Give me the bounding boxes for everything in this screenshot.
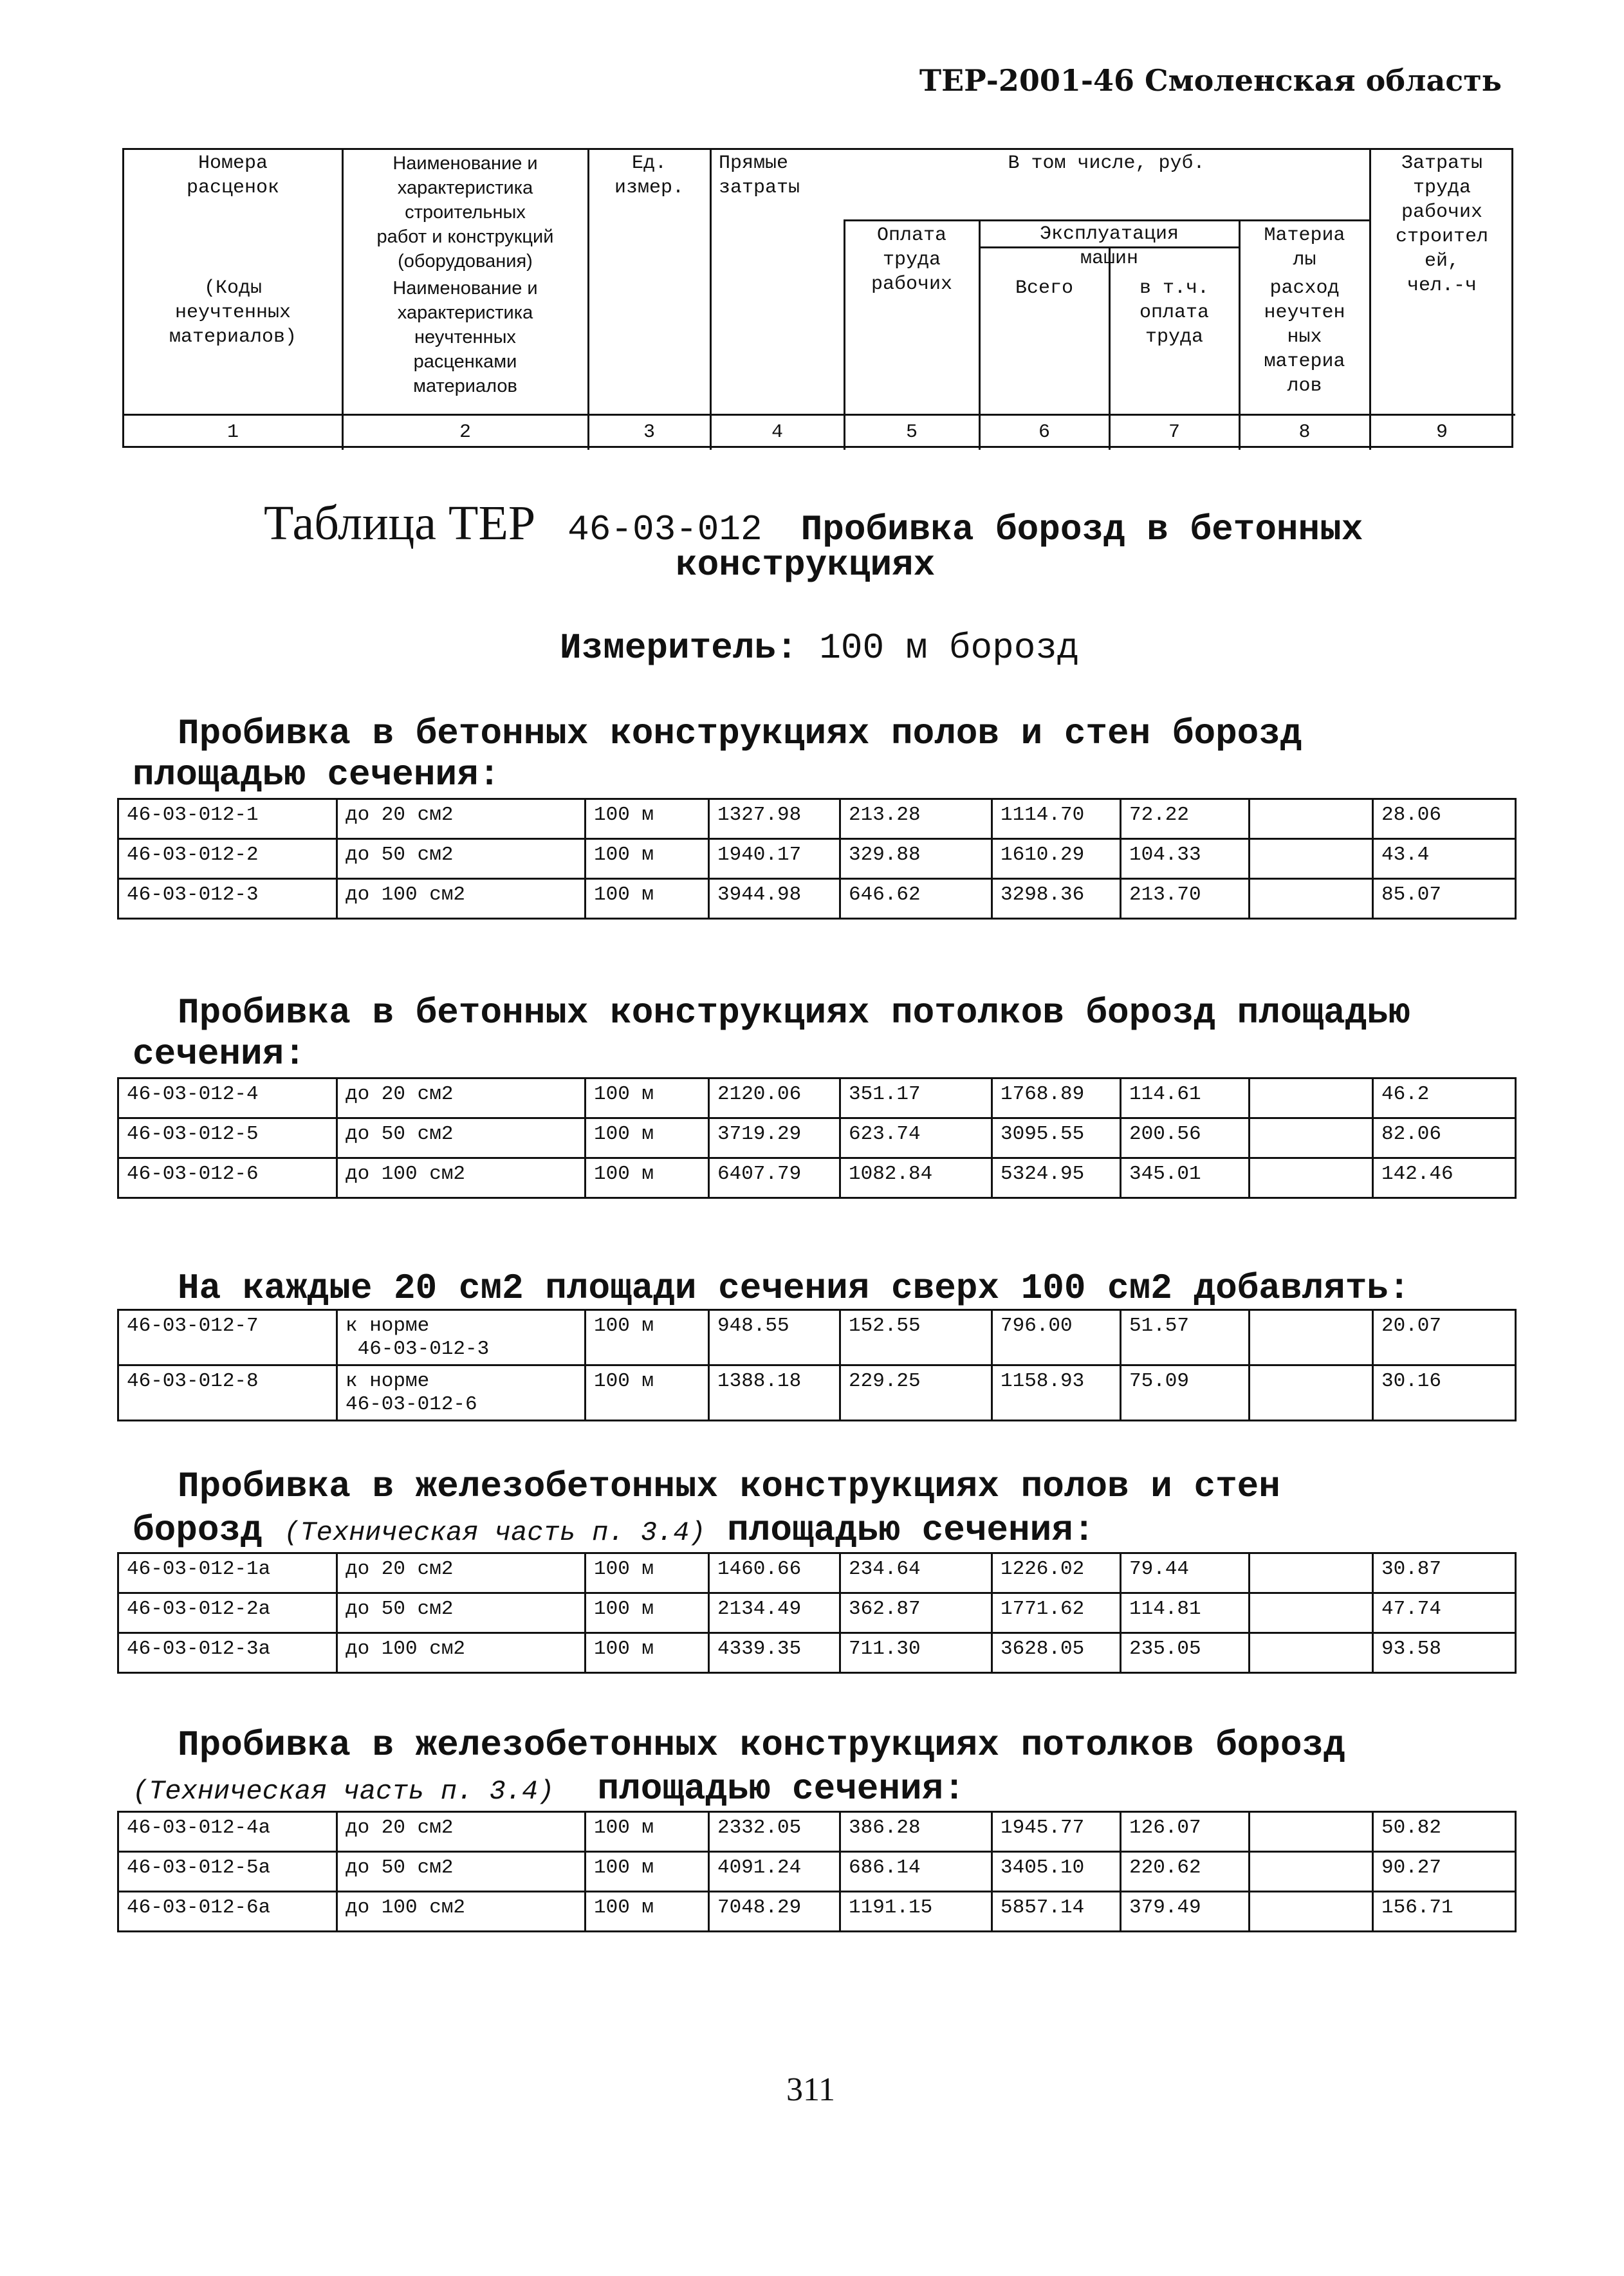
col7-head: в т.ч. оплата труда: [1139, 277, 1210, 348]
direct-cost-cell: 1460.66: [709, 1553, 840, 1593]
machine-labor-cost-cell: 126.07: [1121, 1812, 1250, 1852]
labor-cost-cell: 213.28: [840, 799, 992, 839]
col6-head: Всего: [1015, 277, 1073, 299]
labor-cost-cell: 362.87: [840, 1593, 992, 1633]
machine-cost-cell: 1771.62: [992, 1593, 1121, 1633]
materials-cost-cell: [1250, 1812, 1373, 1852]
direct-cost-cell: 4339.35: [709, 1633, 840, 1673]
column-header-table: [122, 148, 1513, 448]
unit-cell: 100 м: [586, 1852, 709, 1892]
machine-labor-cost-cell: 51.57: [1121, 1310, 1250, 1365]
labor-cost-cell: 711.30: [840, 1633, 992, 1673]
unit-cell: 100 м: [586, 1118, 709, 1158]
machine-labor-cost-cell: 114.81: [1121, 1593, 1250, 1633]
labor-hours-cell: 82.06: [1373, 1118, 1516, 1158]
labor-hours-cell: 20.07: [1373, 1310, 1516, 1365]
col-number: 7: [1168, 421, 1180, 443]
page-number: 311: [786, 2071, 836, 2108]
table-row: [118, 1078, 1516, 1118]
title-text: Пробивка борозд в бетонных: [800, 509, 1363, 550]
section-heading: (Техническая часть п. 3.4) площадью сечения:: [133, 1768, 965, 1809]
work-name-cell: к норме 46-03-012-3: [337, 1310, 586, 1365]
table-row: [118, 1553, 1516, 1593]
rates-table: [117, 1309, 1517, 1421]
machine-cost-cell: 1114.70: [992, 799, 1121, 839]
materials-cost-cell: [1250, 1365, 1373, 1421]
rate-code-cell: 46-03-012-4а: [118, 1812, 337, 1852]
unit-value: 100 м борозд: [819, 627, 1079, 669]
rates-table: [117, 1077, 1517, 1199]
work-name-cell: до 100 см2: [337, 1892, 586, 1932]
materials-cost-cell: [1250, 1158, 1373, 1198]
rates-table: [117, 798, 1517, 920]
work-name-cell: до 50 см2: [337, 839, 586, 879]
col2-bottom: Наименование и характеристика неучтенных расценками материалов: [392, 278, 538, 396]
materials-cost-cell: [1250, 1310, 1373, 1365]
machine-cost-cell: 1158.93: [992, 1365, 1121, 1421]
labor-cost-cell: 1082.84: [840, 1158, 992, 1198]
col-number: 8: [1298, 421, 1311, 443]
table-title: [264, 495, 1363, 551]
direct-cost-cell: 4091.24: [709, 1852, 840, 1892]
rate-code-cell: 46-03-012-1а: [118, 1553, 337, 1593]
work-name-cell: до 20 см2: [337, 799, 586, 839]
unit-line: [560, 627, 1079, 669]
unit-cell: 100 м: [586, 1892, 709, 1932]
machine-cost-cell: 1610.29: [992, 839, 1121, 879]
machine-cost-cell: 5857.14: [992, 1892, 1121, 1932]
machine-labor-cost-cell: 104.33: [1121, 839, 1250, 879]
title-word: Таблица ТЕР: [264, 496, 536, 550]
labor-hours-cell: 43.4: [1373, 839, 1516, 879]
table-row: [118, 799, 1516, 839]
direct-cost-cell: 2134.49: [709, 1593, 840, 1633]
unit-cell: 100 м: [586, 839, 709, 879]
labor-hours-cell: 85.07: [1373, 879, 1516, 919]
col2-top: Наименование и характеристика строительных работ и конструкций (оборудования): [376, 153, 554, 272]
rates-table: [117, 1552, 1517, 1674]
unit-cell: 100 м: [586, 799, 709, 839]
unit-cell: 100 м: [586, 1310, 709, 1365]
work-name-cell: к норме 46-03-012-6: [337, 1365, 586, 1421]
materials-cost-cell: [1250, 1078, 1373, 1118]
rate-code-cell: 46-03-012-5а: [118, 1852, 337, 1892]
table-row: [118, 879, 1516, 919]
labor-cost-cell: 152.55: [840, 1310, 992, 1365]
direct-cost-cell: 2120.06: [709, 1078, 840, 1118]
col-number: 2: [459, 421, 471, 443]
col-number: 4: [771, 421, 783, 443]
section-heading: Пробивка в железобетонных конструкциях потолков борозд: [178, 1725, 1345, 1766]
machine-cost-cell: 3628.05: [992, 1633, 1121, 1673]
work-name-cell: до 50 см2: [337, 1593, 586, 1633]
rate-code-cell: 46-03-012-2: [118, 839, 337, 879]
rate-code-cell: 46-03-012-2а: [118, 1593, 337, 1633]
materials-cost-cell: [1250, 1553, 1373, 1593]
technical-note: (Техническая часть п. 3.4): [133, 1776, 555, 1807]
section-heading: Пробивка в железобетонных конструкциях полов и стен: [178, 1466, 1280, 1507]
section-heading: сечения:: [133, 1033, 306, 1075]
group-label: В том числе, руб.: [1008, 153, 1205, 174]
technical-note: (Техническая часть п. 3.4): [284, 1517, 706, 1548]
direct-cost-cell: 3719.29: [709, 1118, 840, 1158]
materials-cost-cell: [1250, 1118, 1373, 1158]
materials-cost-cell: [1250, 799, 1373, 839]
rate-code-cell: 46-03-012-6: [118, 1158, 337, 1198]
rate-code-cell: 46-03-012-5: [118, 1118, 337, 1158]
work-name-cell: до 100 см2: [337, 879, 586, 919]
labor-cost-cell: 329.88: [840, 839, 992, 879]
work-name-cell: до 50 см2: [337, 1118, 586, 1158]
machine-labor-cost-cell: 379.49: [1121, 1892, 1250, 1932]
unit-cell: 100 м: [586, 1553, 709, 1593]
machines-head: Эксплуатация машин: [1039, 223, 1179, 270]
machine-labor-cost-cell: 75.09: [1121, 1365, 1250, 1421]
section-heading: площадью сечения:: [133, 754, 501, 795]
rate-code-cell: 46-03-012-4: [118, 1078, 337, 1118]
rate-code-cell: 46-03-012-3а: [118, 1633, 337, 1673]
labor-hours-cell: 47.74: [1373, 1593, 1516, 1633]
col1-bottom: (Коды неучтенных материалов): [169, 277, 297, 348]
section-heading: Пробивка в бетонных конструкциях полов и стен борозд: [178, 713, 1302, 754]
machine-labor-cost-cell: 345.01: [1121, 1158, 1250, 1198]
labor-hours-cell: 93.58: [1373, 1633, 1516, 1673]
col1-top: Номера расценок: [186, 153, 280, 199]
rate-code-cell: 46-03-012-7: [118, 1310, 337, 1365]
running-header: ТЕР-2001-46 Смоленская область: [919, 63, 1502, 98]
rates-table: [117, 1811, 1517, 1932]
work-name-cell: до 50 см2: [337, 1852, 586, 1892]
labor-hours-cell: 156.71: [1373, 1892, 1516, 1932]
section-heading: На каждые 20 см2 площади сечения сверх 100 см2 добавлять:: [178, 1268, 1410, 1309]
labor-cost-cell: 234.64: [840, 1553, 992, 1593]
labor-cost-cell: 1191.15: [840, 1892, 992, 1932]
table-row: [118, 1310, 1516, 1365]
unit-cell: 100 м: [586, 1158, 709, 1198]
machine-cost-cell: 5324.95: [992, 1158, 1121, 1198]
direct-cost-cell: 2332.05: [709, 1812, 840, 1852]
col-number: 1: [226, 421, 239, 443]
machine-labor-cost-cell: 114.61: [1121, 1078, 1250, 1118]
materials-cost-cell: [1250, 1852, 1373, 1892]
work-name-cell: до 20 см2: [337, 1812, 586, 1852]
col8-top: Материа лы: [1264, 225, 1345, 271]
direct-cost-cell: 1388.18: [709, 1365, 840, 1421]
unit-cell: 100 м: [586, 1812, 709, 1852]
table-row: [118, 1118, 1516, 1158]
unit-cell: 100 м: [586, 1078, 709, 1118]
labor-hours-cell: 30.16: [1373, 1365, 1516, 1421]
unit-cell: 100 м: [586, 1633, 709, 1673]
unit-cell: 100 м: [586, 879, 709, 919]
rate-code-cell: 46-03-012-8: [118, 1365, 337, 1421]
machine-labor-cost-cell: 220.62: [1121, 1852, 1250, 1892]
labor-hours-cell: 28.06: [1373, 799, 1516, 839]
labor-hours-cell: 50.82: [1373, 1812, 1516, 1852]
work-name-cell: до 20 см2: [337, 1078, 586, 1118]
work-name-cell: до 100 см2: [337, 1158, 586, 1198]
title-code: 46-03-012: [567, 509, 762, 550]
col-number: 5: [905, 421, 918, 443]
direct-cost-cell: 948.55: [709, 1310, 840, 1365]
table-row: [118, 1633, 1516, 1673]
machine-labor-cost-cell: 72.22: [1121, 799, 1250, 839]
materials-cost-cell: [1250, 1633, 1373, 1673]
table-row: [118, 1852, 1516, 1892]
machine-cost-cell: 3095.55: [992, 1118, 1121, 1158]
direct-cost-cell: 3944.98: [709, 879, 840, 919]
materials-cost-cell: [1250, 1593, 1373, 1633]
materials-cost-cell: [1250, 839, 1373, 879]
table-row: [118, 1365, 1516, 1421]
rate-code-cell: 46-03-012-3: [118, 879, 337, 919]
machine-labor-cost-cell: 79.44: [1121, 1553, 1250, 1593]
col3-head: Ед. измер.: [614, 153, 685, 199]
labor-cost-cell: 646.62: [840, 879, 992, 919]
machine-cost-cell: 1768.89: [992, 1078, 1121, 1118]
col5-head: Оплата труда рабочих: [871, 225, 953, 295]
machine-cost-cell: 1226.02: [992, 1553, 1121, 1593]
machine-labor-cost-cell: 235.05: [1121, 1633, 1250, 1673]
labor-cost-cell: 623.74: [840, 1118, 992, 1158]
machine-cost-cell: 796.00: [992, 1310, 1121, 1365]
col4-head: Прямые затраты: [719, 153, 800, 199]
col-number: 6: [1038, 421, 1050, 443]
materials-cost-cell: [1250, 879, 1373, 919]
rate-code-cell: 46-03-012-1: [118, 799, 337, 839]
section-heading: Пробивка в бетонных конструкциях потолков борозд площадью: [178, 992, 1410, 1033]
unit-cell: 100 м: [586, 1593, 709, 1633]
rate-code-cell: 46-03-012-6а: [118, 1892, 337, 1932]
direct-cost-cell: 7048.29: [709, 1892, 840, 1932]
labor-cost-cell: 686.14: [840, 1852, 992, 1892]
labor-hours-cell: 46.2: [1373, 1078, 1516, 1118]
direct-cost-cell: 1940.17: [709, 839, 840, 879]
labor-hours-cell: 142.46: [1373, 1158, 1516, 1198]
work-name-cell: до 100 см2: [337, 1633, 586, 1673]
machine-labor-cost-cell: 200.56: [1121, 1118, 1250, 1158]
table-row: [118, 1812, 1516, 1852]
title-text-continued: конструкциях: [676, 544, 936, 586]
direct-cost-cell: 1327.98: [709, 799, 840, 839]
labor-hours-cell: 90.27: [1373, 1852, 1516, 1892]
table-row: [118, 839, 1516, 879]
table-row: [118, 1892, 1516, 1932]
machine-labor-cost-cell: 213.70: [1121, 879, 1250, 919]
table-row: [118, 1593, 1516, 1633]
col-number: 3: [643, 421, 655, 443]
machine-cost-cell: 3298.36: [992, 879, 1121, 919]
work-name-cell: до 20 см2: [337, 1553, 586, 1593]
section-heading: борозд (Техническая часть п. 3.4) площадью сечения:: [133, 1510, 1095, 1551]
labor-cost-cell: 386.28: [840, 1812, 992, 1852]
direct-cost-cell: 6407.79: [709, 1158, 840, 1198]
unit-cell: 100 м: [586, 1365, 709, 1421]
machine-cost-cell: 3405.10: [992, 1852, 1121, 1892]
col-number: 9: [1435, 421, 1448, 443]
materials-cost-cell: [1250, 1892, 1373, 1932]
labor-hours-cell: 30.87: [1373, 1553, 1516, 1593]
labor-cost-cell: 351.17: [840, 1078, 992, 1118]
col8-bottom: расход неучтен ных материа лов: [1264, 277, 1345, 397]
machine-cost-cell: 1945.77: [992, 1812, 1121, 1852]
table-row: [118, 1158, 1516, 1198]
labor-cost-cell: 229.25: [840, 1365, 992, 1421]
unit-label: Измеритель:: [560, 627, 798, 669]
col9-head: Затраты труда рабочих строител ей, чел.-ч: [1395, 153, 1489, 297]
